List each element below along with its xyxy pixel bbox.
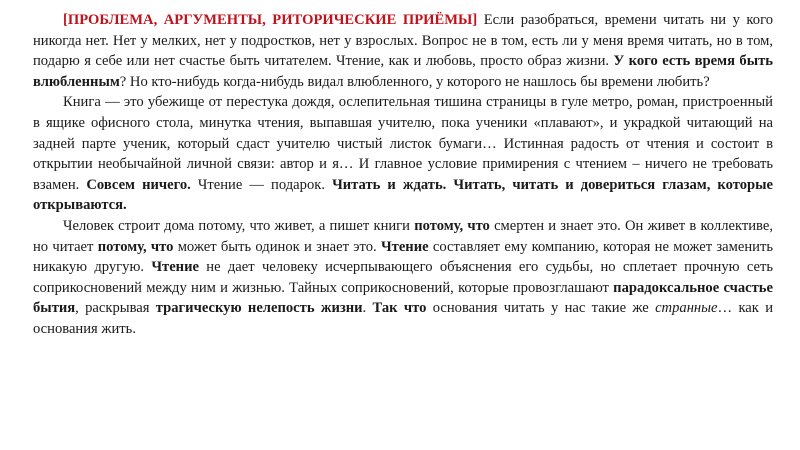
text-span: ? Но кто-нибудь когда-нибудь видал влюбленного, у которого не нашлось бы времени любить? bbox=[119, 73, 710, 90]
text-span: основания читать у нас такие же bbox=[426, 300, 656, 317]
text-span: Если разобраться, времени читать ни у кого никогда нет. Нет у мелких, нет у подростков, нет у взрослых. Вопрос не в том, есть ли у меня время читать, но в том, подарю я себе или нет счастье быть читателем. Чтение, как и любовь, просто образ жизни. bbox=[33, 12, 773, 70]
text-span: Чтение — подарок. bbox=[190, 176, 333, 193]
paragraph-2 bbox=[33, 92, 773, 216]
bold-phrase: Так что bbox=[372, 300, 427, 317]
italic-phrase: странные bbox=[655, 300, 718, 317]
bold-phrase: потому, что bbox=[97, 238, 174, 255]
bold-phrase: Чтение bbox=[151, 259, 199, 276]
bold-phrase: У кого есть время быть влюбленным bbox=[33, 53, 773, 90]
bold-phrase: Чтение bbox=[380, 238, 429, 255]
text-span: может быть одинок и знает это. bbox=[173, 238, 381, 255]
paragraph-1 bbox=[33, 10, 773, 92]
paragraph-3 bbox=[33, 216, 773, 340]
bold-phrase: парадоксальное счастье бытия bbox=[33, 279, 773, 317]
bold-phrase: потому, что bbox=[414, 217, 490, 234]
text-span: не дает человеку исчерпывающего объяснения его судьбы, но сплетает прочную сеть соприкосновений между ним и жизнью. Тайных соприкосновений, которые провозглашают bbox=[33, 259, 773, 296]
document-text bbox=[33, 10, 773, 340]
text-span: . bbox=[362, 300, 373, 317]
text-span: … как и основания жить. bbox=[33, 300, 774, 337]
text-span: , раскрывая bbox=[75, 300, 156, 317]
text-span: составляет ему компанию, которая не может заменить никакую другую. bbox=[33, 238, 774, 276]
bold-phrase: трагическую нелепость жизни bbox=[155, 300, 363, 317]
bold-phrase: Читать и ждать. Читать, читать и довериться глазам, которые открываются. bbox=[33, 176, 774, 214]
text-span: смертен и знает это. Он живет в коллективе, но читает bbox=[33, 217, 773, 255]
section-heading: [ПРОБЛЕМА, АРГУМЕНТЫ, РИТОРИЧЕСКИЕ ПРИЁМЫ] bbox=[63, 12, 478, 28]
text-span: Человек строит дома потому, что живет, а пишет книги bbox=[63, 217, 415, 234]
bold-phrase: Совсем ничего. bbox=[86, 176, 191, 193]
text-span: Книга — это убежище от перестука дождя, ослепительная тишина страницы в гуле метро, роман, пристроенный в ящике офисного стола, минутка чтения, выпавшая учителю, пока ученики «плавают», и украдкой читающий на задней парте ученик, который сдаст учителю чистый листок бумаги… Истинная радость от чтения и состоит в открытии необычайной личной связи: автор и я… И главное условие примирения с чтением – ничего не требовать взамен. bbox=[33, 94, 773, 193]
